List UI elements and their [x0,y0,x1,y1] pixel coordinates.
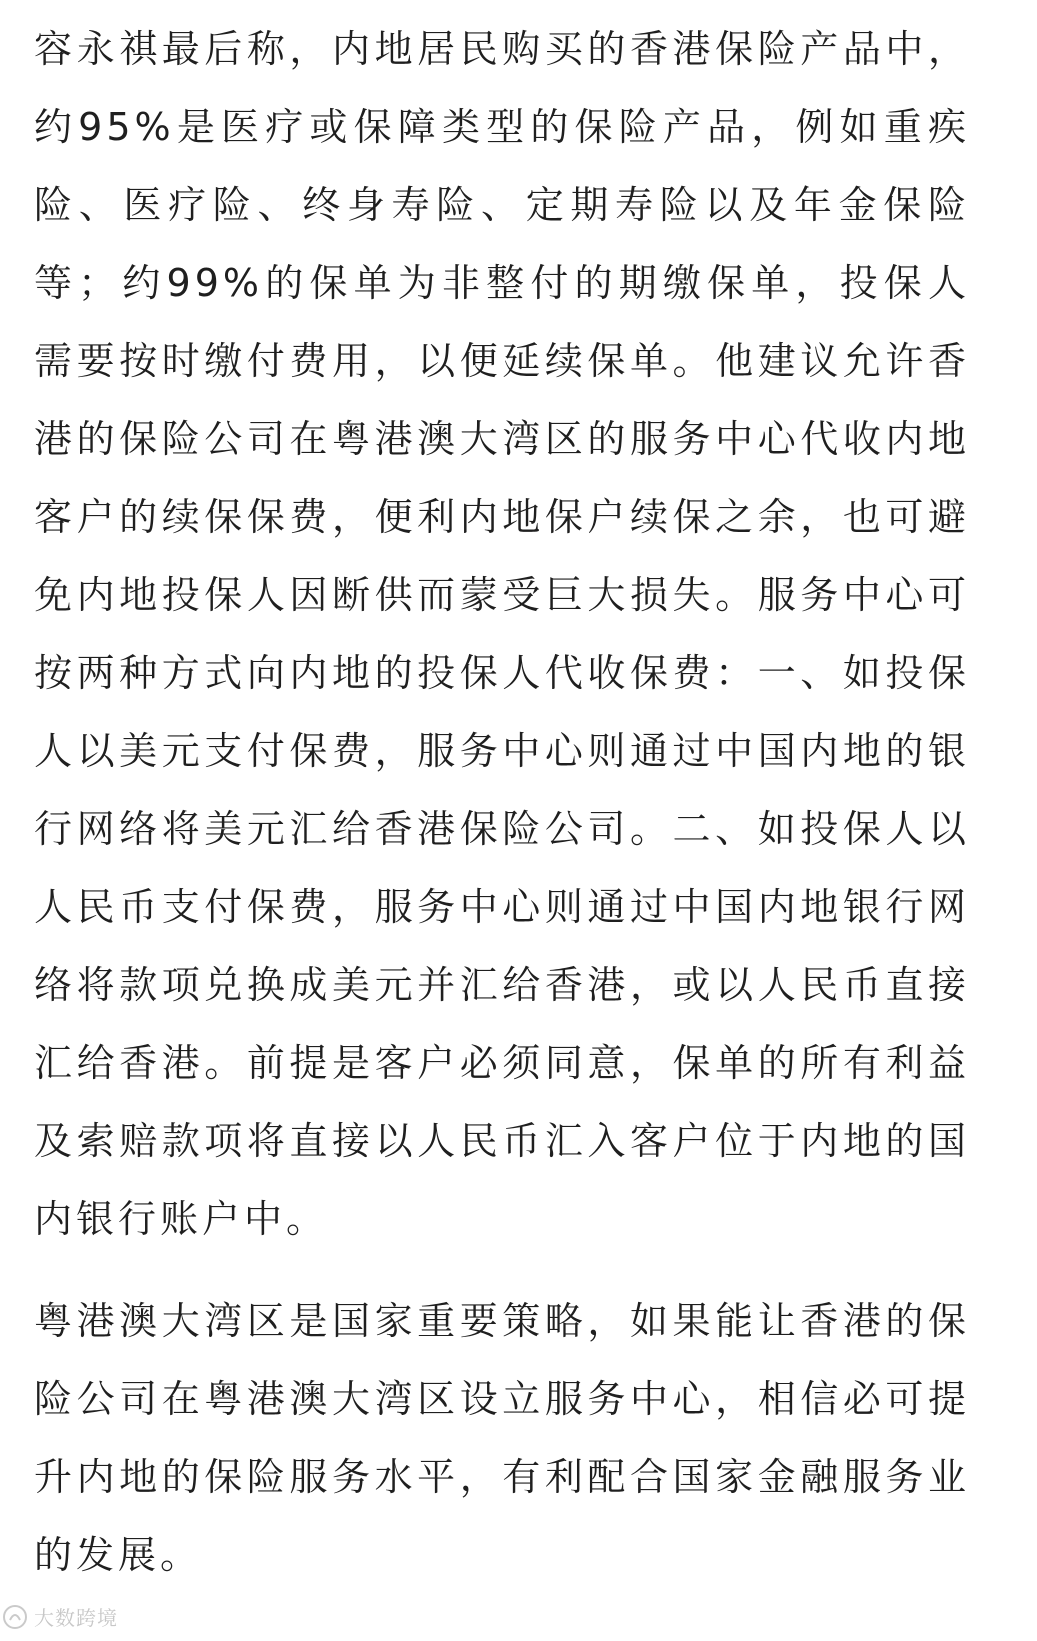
watermark-text: 大数跨境 [34,1606,118,1630]
article-paragraph-1: 容永祺最后称，内地居民购买的香港保险产品中，约95%是医疗或保障类型的保险产品，例如重疾险、医疗险、终身寿险、定期寿险以及年金保险等；约99%的保单为非整付的期缴保单，投保人需要按时缴付费用，以便延续保单。他建议允许香港的保险公司在粤港澳大湾区的服务中心代收内地客户的续保保费，便利内地保户续保之余，也可避免内地投保人因断供而蒙受巨大损失。服务中心可按两种方式向内地的投保人代收保费：一、如投保人以美元支付保费，服务中心则通过中国内地的银行网络将美元汇给香港保险公司。二、如投保人以人民币支付保费，服务中心则通过中国内地银行网络将款项兑换成美元并汇给香港，或以人民币直接汇给香港。前提是客户必须同意，保单的所有利益及索赔款项将直接以人民币汇入客户位于内地的国内银行账户中。 [34,27,970,1241]
watermark-logo-icon [2,1604,28,1630]
article-paragraph-2: 粤港澳大湾区是国家重要策略，如果能让香港的保险公司在粤港澳大湾区设立服务中心，相信必可提升内地的保险服务水平，有利配合国家金融服务业的发展。 [34,1299,970,1577]
article-body [34,0,970,1594]
watermark [2,1602,118,1631]
